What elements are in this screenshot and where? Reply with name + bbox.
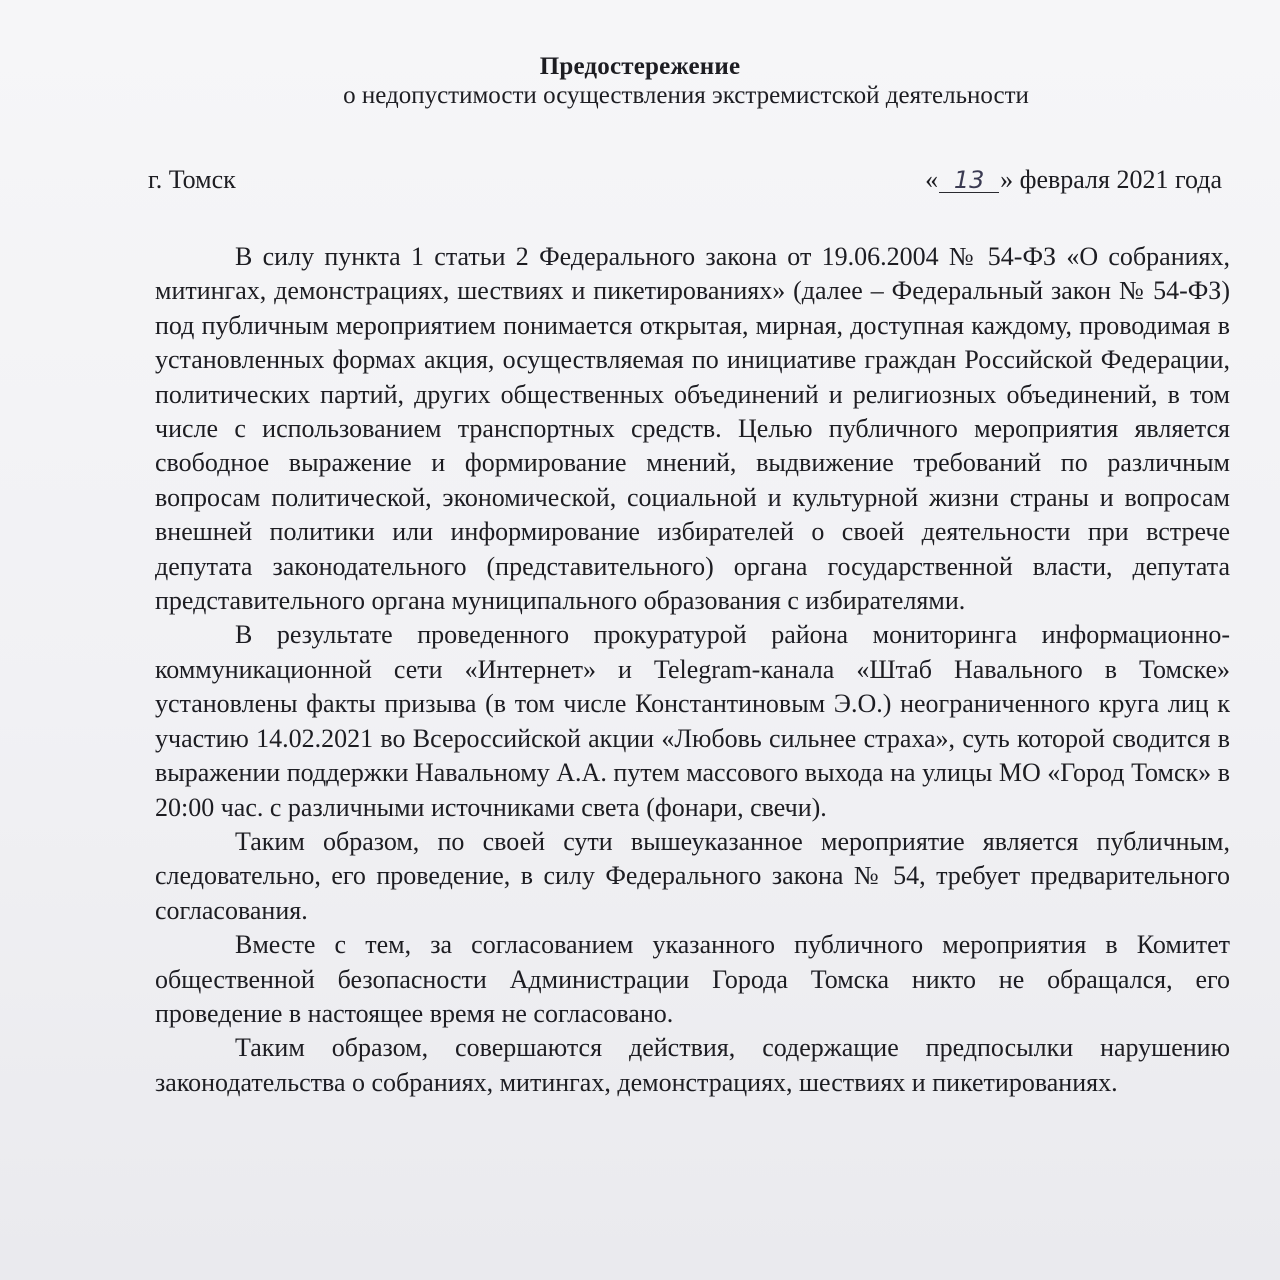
date-day-handwritten: 13: [939, 168, 999, 193]
document-date: [925, 165, 1222, 195]
paragraph-monitoring: В результате проведенного прокуратурой района мониторинга информационно-коммуникационной сети «Интернет» и Telegram-канала «Штаб Навального в Томске» установлены факты призыва (в том числе Константиновым Э.О.) неограниченного круга лиц к участию 14.02.2021 во Всероссийской акции «Любовь сильнее страха», суть которой сводится в выражении поддержки Навальному А.А. путем массового выхода на улицы МО «Город Томск» в 20:00 час. с различными источниками света (фонари, свечи).: [155, 620, 1230, 822]
document-title: Предостережение: [539, 53, 741, 80]
date-month-year: » февраля 2021 года: [1000, 165, 1222, 194]
document-city: г. Томск: [148, 165, 236, 194]
paragraph-violation: Таким образом, совершаются действия, содержащие предпосылки нарушению законодательства о собраниях, митингах, демонстрациях, шествиях и пикетированиях.: [155, 1033, 1230, 1097]
paragraph-definition: В силу пункта 1 статьи 2 Федерального закона от 19.06.2004 № 54-ФЗ «О собраниях, митингах, демонстрациях, шествиях и пикетированиях» (далее – Федеральный закон № 54-ФЗ) под публичным мероприятием понимается открытая, мирная, доступная каждому, проводимая в установленных формах акция, осуществляемая по инициативе граждан Российской Федерации, политических партий, других общественных объединений и религиозных объединений, в том числе с использованием транспортных средств. Целью публичного мероприятия является свободное выражение и формирование мнений, выдвижение требований по различным вопросам политической, экономической, социальной и культурной жизни страны и вопросам внешней политики или информирование избирателей о своей деятельности при встрече депутата законодательного (представительного) органа государственной власти, депутата представительного органа муниципального образования с избирателями.: [155, 242, 1230, 616]
document-body: [155, 240, 1230, 1100]
date-open-quote: «: [925, 165, 939, 194]
document-subtitle: о недопустимости осуществления экстремистской деятельности: [343, 82, 1029, 109]
paragraph-conclusion: Таким образом, по своей сути вышеуказанное мероприятие является публичным, следовательно, его проведение, в силу Федерального закона № 54, требует предварительного согласования.: [155, 826, 1230, 925]
paragraph-not-approved: Вместе с тем, за согласованием указанного публичного мероприятия в Комитет общественной безопасности Администрации Города Томска никто не обращался, его проведение в настоящее время не согласовано.: [155, 930, 1230, 1028]
